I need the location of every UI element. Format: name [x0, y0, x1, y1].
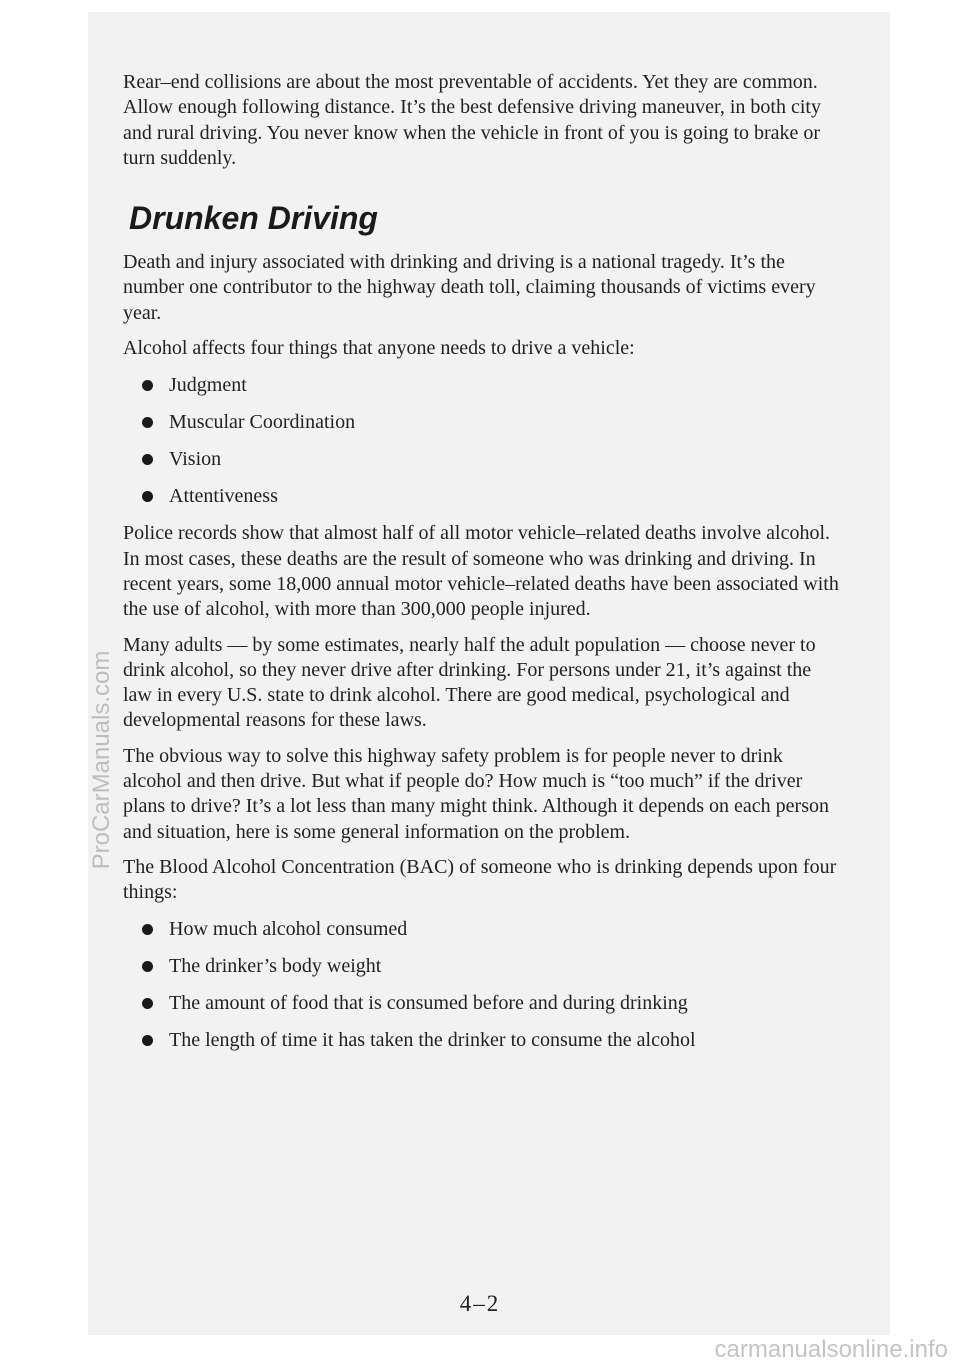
- bullet-icon: [142, 454, 153, 465]
- body-paragraph: Alcohol affects four things that anyone needs to drive a vehicle:: [123, 337, 635, 360]
- list-item: [123, 447, 843, 472]
- body-paragraph: Many adults — by some estimates, nearly half the adult population — choose never to drink alcohol, so they never drive after drinking. For persons under 21, it’s against the law in every U.S. state to drink alcohol. There are good medical, psychological and developmental reasons for these laws.: [123, 633, 816, 732]
- page-content: [123, 70, 843, 1065]
- bac-factors-list: [123, 917, 843, 1053]
- page-number: 4–2: [459, 1291, 501, 1316]
- bullet-icon: [142, 998, 153, 1009]
- bottom-watermark: carmanualsonline.info: [714, 1336, 948, 1363]
- section-heading: Drunken Driving: [129, 200, 378, 237]
- list-item-text: Attentiveness: [169, 485, 278, 508]
- list-item-text: The drinker’s body weight: [169, 954, 382, 977]
- alcohol-effects-list: [123, 373, 843, 509]
- body-paragraph: Death and injury associated with drinking and driving is a national tragedy. It’s the number one contributor to the highway death toll, claiming thousands of victims every year.: [123, 251, 816, 324]
- list-item-text: Vision: [169, 448, 222, 471]
- bullet-icon: [142, 961, 153, 972]
- list-item-text: The amount of food that is consumed before and during drinking: [169, 991, 688, 1014]
- intro-paragraph: Rear–end collisions are about the most preventable of accidents. Yet they are common. Allow enough following distance. It’s the best defensive driving maneuver, in both city and rural driving. You never know when the vehicle in front of you is going to brake or turn suddenly.: [123, 71, 821, 169]
- bullet-icon: [142, 1035, 153, 1046]
- list-item-text: How much alcohol consumed: [169, 917, 408, 940]
- bullet-icon: [142, 380, 153, 391]
- list-item: [123, 410, 843, 435]
- list-item: [123, 1028, 843, 1053]
- bullet-icon: [142, 417, 153, 428]
- list-item: [123, 373, 843, 398]
- list-item: [123, 484, 843, 509]
- side-watermark: ProCarManuals.com: [88, 650, 115, 870]
- list-item: [123, 954, 843, 979]
- list-item: [123, 917, 843, 942]
- list-item-text: Judgment: [169, 374, 247, 397]
- body-paragraph: The Blood Alcohol Concentration (BAC) of someone who is drinking depends upon four things:: [123, 855, 837, 904]
- bullet-icon: [142, 924, 153, 935]
- bullet-icon: [142, 491, 153, 502]
- body-paragraph: Police records show that almost half of all motor vehicle–related deaths involve alcohol. In most cases, these deaths are the result of someone who was drinking and driving. In recent years, some 18,000 annual motor vehicle–related deaths have been associated with the use of alcohol, with more than 300,000 people injured.: [123, 522, 839, 621]
- list-item-text: The length of time it has taken the drinker to consume the alcohol: [169, 1028, 696, 1051]
- list-item: [123, 991, 843, 1016]
- list-item-text: Muscular Coordination: [169, 411, 356, 434]
- body-paragraph: The obvious way to solve this highway safety problem is for people never to drink alcohol and then drive. But what if people do? How much is “too much” if the driver plans to drive? It’s a lot less than many might think. Although it depends on each person and situation, here is some general information on the problem.: [123, 744, 829, 843]
